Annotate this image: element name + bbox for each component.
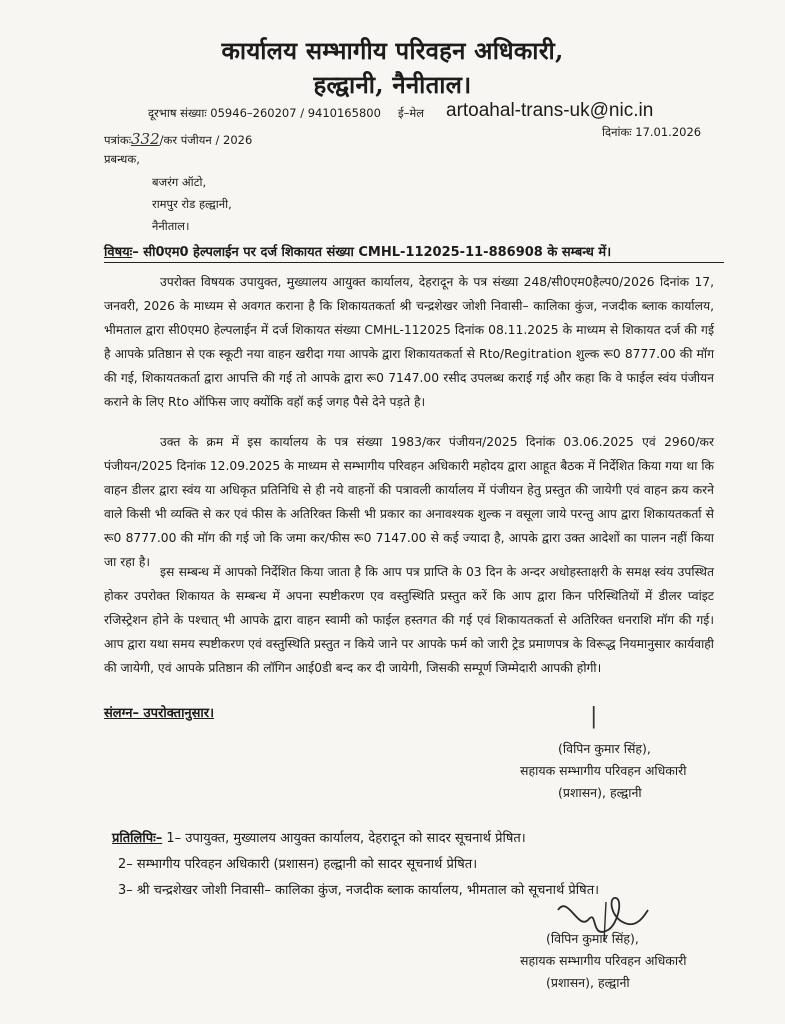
addressee-line3: नैनीताल। (152, 219, 190, 233)
signatory-designation-1: सहायक सम्भागीय परिवहन अधिकारी (520, 763, 687, 778)
reference-line (104, 130, 252, 148)
enclosure-note: संलग्न– उपरोक्तानुसार। (104, 706, 215, 721)
signatory-designation-2: सहायक सम्भागीय परिवहन अधिकारी (520, 953, 687, 968)
reference-label: पत्रांकः (104, 133, 132, 147)
phone-number: दूरभाष संख्याः 05946–260207 / 9410165800 (148, 106, 381, 120)
signatory-office-1: (प्रशासन), हल्द्वानी (558, 785, 642, 800)
reference-number: 332 (131, 130, 160, 148)
signature-block-2 (520, 928, 760, 994)
subject-label: विषयः (104, 245, 133, 260)
body-paragraph-1: उपरोक्त विषयक उपायुक्त, मुख्यालय आयुक्त कार्यालय, देहरादून के पत्र संख्या 248/सी0एम0हैल्प0/2026 दिनांक 17, जनवरी, 2026 के माध्यम से अवगत कराना है कि शिकायतकर्ता श्री चन्द्रशेखर जोशी निवासी– कालिका कुंज, नजदीक ब्लाक कार्यालय, भीमताल द्वारा सी0एम0 हेल्पलाईन में दर्ज शिकायत संख्या CMHL-112025 दिनांक 08.11.2025 के माध्यम से शिकायत दर्ज की गई है आपके प्रतिष्ठान से एक स्कूटी नया वाहन खरीदा गया आपके द्वारा शिकायतकर्ता से Rto/Regitration शुल्क रू0 8777.00 की मॉग की गई, शिकायतकर्ता द्वारा आपत्ति की गई तो आपके द्वारा रू0 7147.00 रसीद उपलब्ध कराई गई और कहा कि वे फाईल स्वंय पंजीयन कराने के लिए Rto ऑफिस जाए क्योंकि वहॉ कई जगह पैसे देने पड़ते है। (104, 275, 714, 409)
signatory-name-1: (विपिन कुमार सिंह), (558, 741, 651, 756)
copy-label: प्रतिलिपिः– (112, 831, 163, 846)
copy-item-1-line (112, 828, 762, 846)
office-title-line2: हल्द्वानी, नैनीताल। (313, 70, 472, 99)
addressee-line2: रामपुर रोड हल्द्वानी, (152, 197, 232, 211)
subject-text: – सी0एम0 हेल्पलाईन पर दर्ज शिकायत संख्या CMHL-112025-11-886908 के सम्बन्ध में। (132, 245, 612, 260)
subject-line (104, 242, 724, 263)
signatory-name-2: (विपिन कुमार सिंह), (546, 931, 639, 946)
copy-item-1: 1– उपायुक्त, मुख्यालय आयुक्त कार्यालय, देहरादून को सादर सूचनार्थ प्रेषित। (166, 831, 526, 846)
addressee-line0: प्रबन्धक, (104, 152, 140, 166)
signatory-office-2: (प्रशासन), हल्द्वानी (546, 975, 630, 990)
email-address: artoahal-trans-uk@nic.in (446, 100, 654, 121)
signature-block-1 (520, 738, 750, 804)
reference-suffix: /कर पंजीयन / 2026 (159, 133, 253, 147)
letter-date: दिनांकः 17.01.2026 (602, 125, 702, 139)
body-paragraph-2: उक्त के क्रम में इस कार्यालय के पत्र संख्या 1983/कर पंजीयन/2025 दिनांक 03.06.2025 एवं 2960/कर पंजीयन/2025 दिनांक 12.09.2025 के माध्यम से सम्भागीय परिवहन अधिकारी महोदय द्वारा आहूत बैठक में निर्देशित किया गया था कि वाहन डीलर द्वारा स्वंय या अधिकृत प्रतिनिधि से ही नये वाहनों की पत्रावली कार्यालय में पंजीयन हेतु प्रस्तुत की जायेगी एवं वाहन क्रय करने वाले किसी भी व्यक्ति से कर एवं फीस के अतिरिक्त किसी भी प्रकार का अनावश्यक शुल्क न वसूला जाये परन्तु आप द्वारा शिकायतकर्ता से रू0 8777.00 की मॉग की गई जो कि जमा कर/फीस रू0 7147.00 से कई ज्यादा है, आपके द्वारा उक्त आदेशों का पालन नहीं किया जा रहा है। (104, 435, 714, 569)
copy-item-2: 2– सम्भागीय परिवहन अधिकारी (प्रशासन) हल्द्वानी को सादर सूचनार्थ प्रेषित। (118, 857, 478, 872)
office-title-line1: कार्यालय सम्भागीय परिवहन अधिकारी, (221, 36, 564, 65)
body-paragraph-3: इस सम्बन्ध में आपको निर्देशित किया जाता है कि आप पत्र प्राप्ति के 03 दिन के अन्दर अधोहस्ताक्षरी के समक्ष स्वंय उपस्थित होकर उपरोक्त शिकायत के सम्बन्ध में अपना स्पष्टीकरण एव वस्तुस्थिति प्रस्तुत करें कि आप द्वारा किन परिस्थितियों में डीलर प्वांइट रजिस्ट्रेशन होने के पश्चात् भी आपके द्वारा वाहन स्वामी को फाईल हस्तगत की गई एवं शिकायतकर्ता से अतिरिक्त धनराशि मॉग की गई। आप द्वारा यथा समय स्पष्टीकरण एवं वस्तुस्थिति प्रस्तुत न किये जाने पर आपके फर्म को जारी ट्रेड प्रमाणपत्र के विरूद्ध नियमानुसार कार्यवाही की जायेगी, एवं आपके प्रतिष्ठान की लॉगिन आई0डी बन्द कर दी जायेगी, जिसकी सम्पूर्ण जिम्मेदारी आपकी होगी। (104, 565, 714, 675)
signature-mark-1: | (590, 704, 598, 729)
copy-item-3: 3– श्री चन्द्रशेखर जोशी निवासी– कालिका कुंज, नजदीक ब्लाक कार्यालय, भीमताल को सूचनार्थ प्रेषित। (118, 883, 600, 898)
email-label: ई–मेल (398, 106, 425, 120)
addressee-line1: बजरंग ऑटो, (152, 175, 207, 189)
